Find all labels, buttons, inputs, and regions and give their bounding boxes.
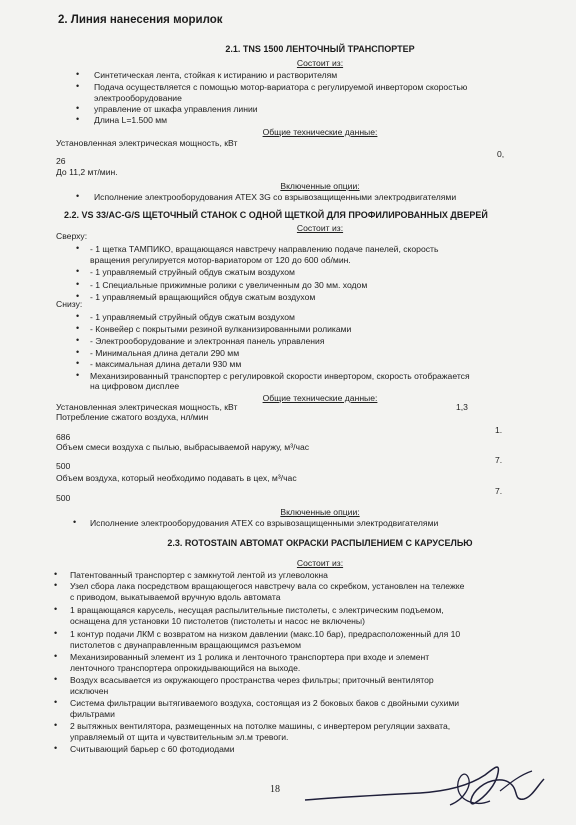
s2-bottom-item: - 1 управляемый струйный обдув сжатым воздухом [90,312,295,322]
s3-item: Система фильтрации вытягиваемого воздуха, состоящая из 2 боковых баков с двойными сухими [70,698,460,708]
section-2-1-consists: Состоит из: [296,58,344,68]
bullet-dot: • [76,358,80,368]
s3-item: Механизированный элемент из 1 ролика и ленточного транспортера при входе и элемент [70,652,430,662]
s1-power-value: 0, [497,149,505,159]
bullet-dot: • [54,580,58,590]
s2-bottom-item: - Минимальная длина детали 290 мм [90,348,240,358]
bullet-dot: • [76,311,80,321]
s2-options-heading: Включенные опции: [280,507,360,517]
s2-top-item: - 1 щетка ТАМПИКО, вращающаяся навстречу направлению подаче панелей, скорость [90,244,439,254]
section-2-1-heading: 2.1. TNS 1500 ЛЕНТОЧНЫЙ ТРАНСПОРТЕР [225,44,415,54]
s2-top-item: - 1 Специальные прижимные ролики с увеличенным до 30 мм. ходом [90,280,368,290]
bullet-dot: • [73,517,77,527]
section-2-2-consists: Состоит из: [296,223,344,233]
bullet-dot: • [76,114,80,124]
s1-speed: До 11,2 мт/мин. [56,167,118,177]
s2-top-item: вращения регулируется мотор-вариатором от 120 до 600 об/мин. [90,255,351,265]
s2-top-item: - 1 управляемый струйный обдув сжатым воздухом [90,267,295,277]
s2-dust-value: 7. [495,455,503,465]
bullet-dot: • [76,191,80,201]
s2-power-value: 1,3 [456,402,468,412]
bullet-dot: • [76,291,80,301]
s2-bottom-item: - Электрооборудование и электронная панель управления [90,336,325,346]
bullet-dot: • [54,569,58,579]
page-title: 2. Линия нанесения морилок [58,14,223,26]
s1-item: Подача осуществляется с помощью мотор-вариатора с регулируемой инвертором скоростью [94,82,468,92]
s2-shop-value-cont: 500 [56,493,71,503]
s2-bottom-item: - максимальная длина детали 930 мм [90,359,242,369]
s2-air-label: Потребление сжатого воздуха, нл/мин [56,412,209,422]
s1-options-heading: Включенные опции: [280,181,360,191]
s3-item: ленточного транспортера опрокидывающийся на выходе. [70,663,301,673]
bullet-dot: • [54,651,58,661]
bullet-dot: • [76,370,80,380]
s2-air-value: 1. [495,425,503,435]
s3-item: 1 вращающаяся карусель, несущая распылительные пистолеты, с электрическим подъемом, [70,605,444,615]
s2-top-item: - 1 управляемый вращающийся обдув сжатым воздухом [90,292,316,302]
s3-item: Воздух всасывается из окружающего пространства через фильтры; приточный вентилятор [70,675,434,685]
s2-shop-value: 7. [495,486,503,496]
s2-shop-label: Объем воздуха, который необходимо подавать в цех, м³/час [56,473,297,483]
s2-general-heading: Общие технические данные: [262,393,378,403]
s1-power-label: Установленная электрическая мощность, кВт [56,138,238,148]
s2-bottom-item: на цифровом дисплее [90,381,180,391]
s2-dust-value-cont: 500 [56,461,71,471]
s1-general-heading: Общие технические данные: [262,127,378,137]
s2-bottom-label: Снизу: [56,299,83,309]
section-2-3-heading: 2.3. ROTOSTAIN АВТОМАТ ОКРАСКИ РАСПЫЛЕНИЕМ С КАРУСЕЛЬЮ [167,538,473,548]
s2-option-item: Исполнение электрооборудования ATEX со взрывозащищенными электродвигателями [90,518,439,528]
s3-item: 2 вытяжных вентилятора, размещенных на потолке машины, с инвертером регуляции захвата, [70,721,451,731]
s2-air-value-cont: 686 [56,432,71,442]
bullet-dot: • [76,335,80,345]
bullet-dot: • [54,743,58,753]
s1-option-item: Исполнение электрооборудования ATEX 3G со взрывозащищенными электродвигателями [94,192,457,202]
s1-item: управление от шкафа управления линии [94,104,258,114]
s2-power-label: Установленная электрическая мощность, кВт [56,402,238,412]
bullet-dot: • [76,69,80,79]
bullet-dot: • [76,266,80,276]
s3-item: Считывающий барьер с 60 фотодиодами [70,744,235,754]
s3-item: 1 контур подачи ЛКМ с возвратом на низком давлении (макс.10 бар), предрасположенный для 10 [70,629,461,639]
bullet-dot: • [54,697,58,707]
section-2-3-consists: Состоит из: [296,558,344,568]
s2-bottom-item: Механизированный транспортер с регулировкой скорости инвертором, скорость отображается [90,371,470,381]
s2-bottom-item: - Конвейер с покрытыми резиной вулканизированными роликами [90,324,352,334]
s3-item: исключен [70,686,109,696]
bullet-dot: • [76,81,80,91]
s3-item: Патентованный транспортер с замкнутой лентой из углеволокна [70,570,328,580]
s2-top-label: Сверху: [56,231,88,241]
section-2-2-heading: 2.2. VS 33/AC-G/S ЩЕТОЧНЫЙ СТАНОК С ОДНОЙ ЩЕТКОЙ ДЛЯ ПРОФИЛИРОВАННЫХ ДВЕРЕЙ [64,210,488,220]
signature-icon [300,755,550,815]
s2-dust-label: Объем смеси воздуха с пылью, выбрасываемой наружу, м³/час [56,442,310,452]
bullet-dot: • [54,720,58,730]
page-number: 18 [270,784,280,795]
s1-item: электрооборудование [94,93,182,103]
bullet-dot: • [76,279,80,289]
s3-item: Узел сбора лака посредством вращающегося навстречу вала со скребком, установлен на тележке [70,581,465,591]
bullet-dot: • [54,604,58,614]
s1-item: Синтетическая лента, стойкая к истиранию и растворителям [94,70,338,80]
s3-item: пистолетов с двунаправленным вращающимся разъемом [70,640,301,650]
bullet-dot: • [76,323,80,333]
bullet-dot: • [76,103,80,113]
bullet-dot: • [76,243,80,253]
s3-item: с приводом, выкатываемой вручную вдоль автомата [70,592,281,602]
s3-item: оснащена для установки 10 пистолетов (пистолеты и насос не включены) [70,616,365,626]
s1-item: Длина L=1.500 мм [94,115,168,125]
bullet-dot: • [76,347,80,357]
bullet-dot: • [54,628,58,638]
bullet-dot: • [54,674,58,684]
s1-power-value-cont: 26 [56,156,66,166]
s3-item: фильтрами [70,709,115,719]
s3-item: управляемый от щита и чувствительным эл.м тревоги. [70,732,289,742]
